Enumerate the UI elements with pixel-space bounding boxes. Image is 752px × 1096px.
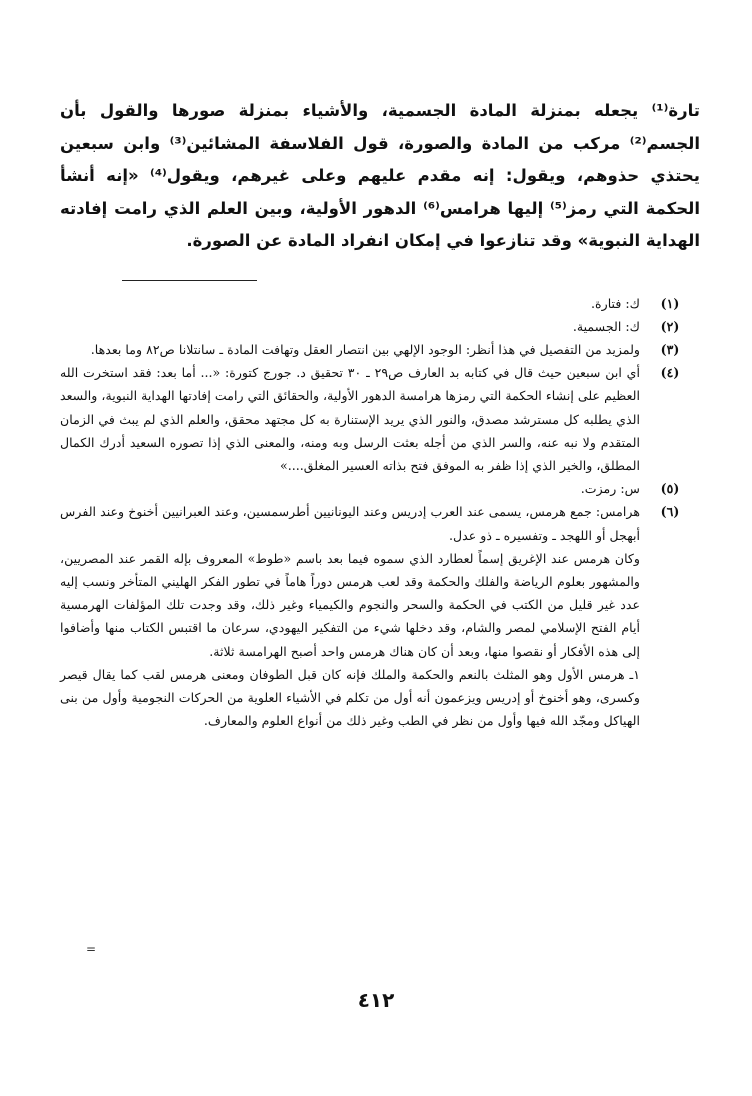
footnote-text: هرامس: جمع هرمس، يسمى عند العرب إدريس وعند اليونانيين أطرسمسين، وعند العبرانيين أخنوخ وعند الفرس أبهجل أو اللهجد ـ وتفسيره ـ ذو عدل. — [60, 504, 640, 543]
footnote-text: وكان هرمس عند الإغريق إسماً لعطارد الذي سموه فيما بعد باسم «طوط» المعروف بإله القمر عند المصريين، والمشهور بعلوم الرياضة والفلك والحكمة وقد لعب هرمس دوراً هاماً في تطور الفكر الهليني المتأخر ونسب إليه عدد غير قليل من الكتب في الحكمة والسحر والنجوم والكيمياء وغير ذلك، وقد وجدت تلك المؤلفات الهرمسية أيام الفتح الإسلامي لمصر والشام، وقد دخلها شيء من التفكير اليهودي، سرعان ما اقتبس الكتاب منها وأضافوا إلى هذه الأفكار أو نقصوا منها، وبعد أن كان هناك هرمس واحد أصبح الهرامسة ثلاثة. — [60, 550, 640, 659]
footnote — [60, 477, 700, 500]
footnote-text: ك: الجسمية. — [572, 318, 640, 334]
page-number: ٤١٢ — [357, 988, 395, 1012]
footnote — [60, 500, 700, 732]
footnote-number: (١) — [660, 295, 680, 311]
footnote-text: ولمزيد من التفصيل في هذا أنظر: الوجود الإلهي بين انتصار العقل وتهافت المادة ـ سانتلانا ص٨٢ وما بعدها. — [90, 341, 640, 357]
footnote-number: (٦) — [660, 504, 680, 520]
footnote-separator-wrap — [60, 280, 700, 290]
footnotes — [60, 292, 700, 733]
footnote-text: ١ـ هرمس الأول وهو المثلث بالنعم والحكمة والملك فإنه كان قبل الطوفان ومعنى هرمس لقب كما يقال قيصر وكسرى، وهو أخنوخ أو إدريس ويزعمون أنه أول من تكلم في الأشياء العلوية من الحركات النجومية وأول من بنى الهياكل ومجّد الله فيها وأول من نظر في الطب وغير ذلك من أنواع العلوم والمعارف. — [60, 666, 640, 729]
page-content — [60, 95, 700, 732]
main-text — [60, 95, 700, 258]
footnote — [60, 315, 700, 338]
footnote-number: (٢) — [660, 318, 680, 334]
footnote — [60, 338, 700, 361]
margin-mark: = — [86, 942, 97, 956]
footnote — [60, 292, 700, 315]
footnote-text: ك: فتارة. — [591, 295, 640, 311]
footnote-text: أي ابن سبعين حيث قال في كتابه بد العارف ص٢٩ ـ ٣٠ تحقيق د. جورج كتورة: «... أما بعد: فقد استخرت الله العظيم على إنشاء الحكمة التي رمزها هرامسة الدهور الأولية، والحقائق التي رامت إفادتها الهداية النبوية، والسعد الذي يطلبه كل مسترشد مصدق، والنور الذي يريد الإستنارة به كل مجتهد محقق، والعلم الذي لم يبث في الزمان المتقدم ولا نبه عنه، والسر الذي من أجله بعثت الرسل وبه ومنه، والمعنى الذي إذا تصوره السعيد أدرك الكمال المطلق، والخير الذي إذا ظفر به الموفق فتح بذاته العسير المغلق....» — [60, 365, 641, 473]
footnote-number: (٥) — [660, 481, 680, 497]
footnote — [60, 361, 700, 477]
footnote-text: س: رمزت. — [580, 481, 640, 497]
footnote-number: (٤) — [660, 365, 680, 381]
footnote-separator — [122, 280, 257, 281]
main-paragraph: تارة⁽¹⁾ يجعله بمنزلة المادة الجسمية، والأشياء بمنزلة صورها والقول بأن الجسم⁽²⁾ مركب من المادة والصورة، قول الفلاسفة المشائين⁽³⁾ وابن سبعين يحتذي حذوهم، ويقول: إنه مقدم عليهم وعلى غيرهم، ويقول⁽⁴⁾ «إنه أنشأ الحكمة التي رمز⁽⁵⁾ إليها هرامس⁽⁶⁾ الدهور الأولية، وبين العلم الذي رامت إفادته الهداية النبوية» وقد تنازعوا في إمكان انفراد المادة عن الصورة. — [60, 101, 700, 250]
footnote-number: (٣) — [660, 341, 680, 357]
